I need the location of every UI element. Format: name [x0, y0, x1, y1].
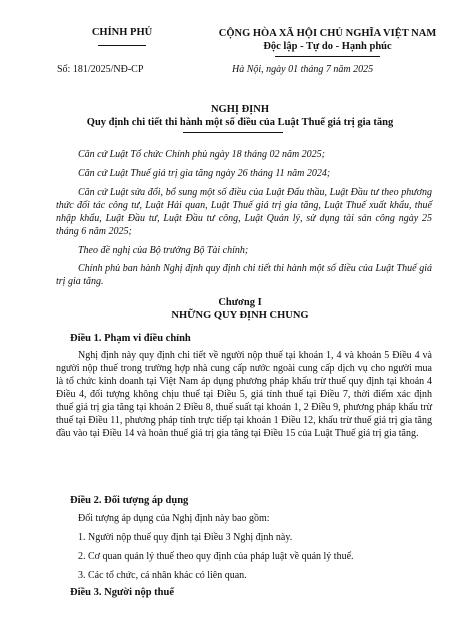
document-subject: Quy định chi tiết thi hành một số điều của Luật Thuế giá trị gia tăng — [86, 117, 394, 128]
preamble-2: Căn cứ Luật Thuế giá trị gia tăng ngày 26 tháng 11 năm 2024; — [78, 168, 331, 179]
chapter-title: NHỮNG QUY ĐỊNH CHUNG — [171, 310, 309, 321]
motto-underline — [275, 56, 380, 57]
preamble-4: Theo đề nghị của Bộ trưởng Bộ Tài chính; — [78, 245, 249, 256]
nation-name: CỘNG HÒA XÃ HỘI CHỦ NGHĨA VIỆT NAM — [218, 28, 437, 39]
article-2-item-1: 1. Người nộp thuế quy định tại Điều 3 Nghị định này. — [78, 532, 293, 543]
issue-date: Hà Nội, ngày 01 tháng 7 năm 2025 — [232, 64, 374, 75]
national-motto: Độc lập - Tự do - Hạnh phúc — [263, 41, 392, 52]
article-3-heading: Điều 3. Người nộp thuế — [70, 587, 175, 598]
agency-underline — [98, 45, 146, 46]
article-2-heading: Điều 2. Đối tượng áp dụng — [70, 495, 189, 506]
issuing-agency: CHÍNH PHỦ — [91, 27, 153, 38]
national-header — [200, 27, 455, 53]
article-1-body: Nghị định này quy định chi tiết về người nộp thuế tại khoản 1, 4 và khoản 5 Điều 4 và người nộp thuế trong trường hợp nhà cung cấp nước ngoài cung cấp dịch vụ cho người mua là tổ chức kinh doanh tại Việt Nam áp dụng phương pháp khấu trừ thuế quy định tại khoản 4 Điều 4, đối tượng không chịu thuế tại Điều 5, giá tính thuế tại Điều 7, thời điểm xác định thuế giá trị gia tăng tại khoản 2 Điều 8, thuế suất tại khoản 1, 2 Điều 9, phương pháp khấu trừ thuế tại Điều 11, phương pháp tính trực tiếp tại khoản 1 Điều 12, khấu trừ thuế giá trị gia tăng đầu vào tại Điều 14 và hoàn thuế giá trị gia tăng tại Điều 15 của Luật Thuế giá trị gia tăng. — [56, 350, 432, 439]
preamble-3: Căn cứ Luật sửa đổi, bổ sung một số điều của Luật Đấu thầu, Luật Đầu tư theo phương thức đối tác công tư, Luật Hải quan, Luật Thuế giá trị gia tăng, Luật Thuế xuất khẩu, thuế nhập khẩu, Luật Đầu tư, Luật Đầu tư công, Luật Quản lý, sử dụng tài sản công ngày 25 tháng 6 năm 2025; — [56, 187, 432, 237]
preamble-1: Căn cứ Luật Tổ chức Chính phủ ngày 18 tháng 02 năm 2025; — [78, 149, 326, 160]
article-1-heading: Điều 1. Phạm vi điều chỉnh — [70, 333, 191, 344]
preamble-5: Chính phủ ban hành Nghị định quy định chi tiết thi hành một số điều của Luật Thuế giá trị gia tăng. — [56, 263, 432, 287]
title-underline — [183, 132, 283, 133]
document-number: Số: 181/2025/NĐ-CP — [57, 64, 144, 75]
article-2-intro: Đối tượng áp dụng của Nghị định này bao gồm: — [78, 513, 270, 524]
chapter-number: Chương I — [218, 297, 262, 308]
article-2-item-2: 2. Cơ quan quản lý thuế theo quy định của pháp luật về quản lý thuế. — [78, 551, 354, 562]
document-type: NGHỊ ĐỊNH — [210, 104, 270, 115]
document-title — [40, 103, 440, 129]
article-2-item-3: 3. Các tổ chức, cá nhân khác có liên quan. — [78, 570, 247, 581]
